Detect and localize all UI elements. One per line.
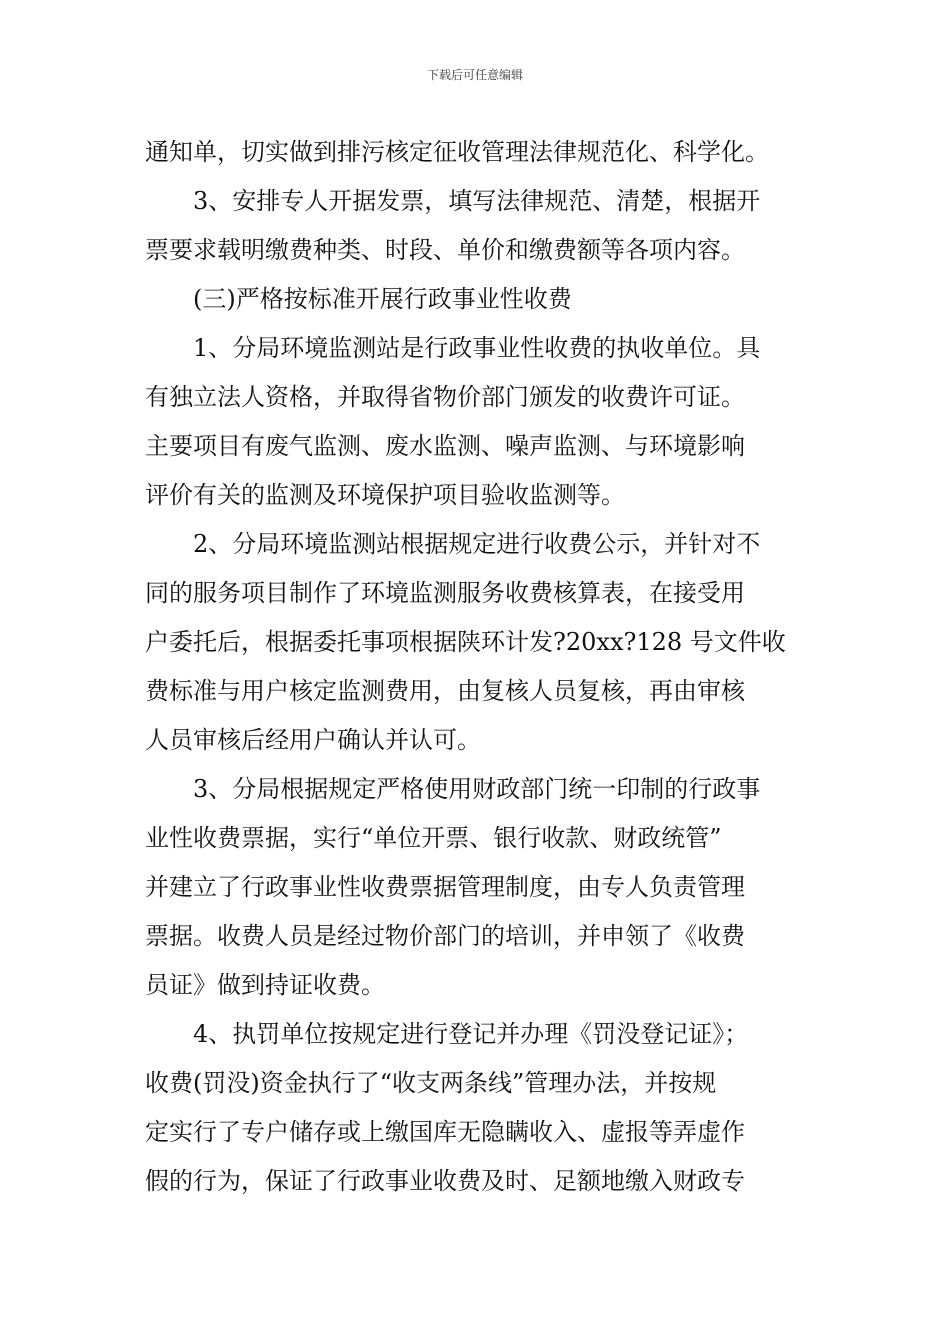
- text-line: 有独立法人资格，并取得省物价部门颁发的收费许可证。: [145, 383, 745, 411]
- text-line: 2、分局环境监测站根据规定进行收费公示，并针对不: [193, 530, 761, 558]
- text-line: 4、执罚单位按规定进行登记并办理《罚没登记证》；: [193, 1020, 749, 1048]
- page-header: 下载后可任意编辑: [426, 68, 523, 82]
- text-line: 收费(罚没)资金执行了“收支两条线”管理办法，并按规: [145, 1069, 717, 1097]
- text-line: 人员审核后经用户确认并认可。: [145, 726, 481, 754]
- text-line: 评价有关的监测及环境保护项目验收监测等。: [145, 481, 625, 509]
- text-line: 费标准与用户核定监测费用，由复核人员复核，再由审核: [145, 677, 745, 705]
- text-line: 3、分局根据规定严格使用财政部门统一印制的行政事: [193, 775, 761, 803]
- text-line: 并建立了行政事业性收费票据管理制度，由专人负责管理: [145, 873, 745, 901]
- text-line: 3、安排专人开据发票，填写法律规范、清楚，根据开: [193, 187, 761, 215]
- text-line: 票据。收费人员是经过物价部门的培训，并申领了《收费: [145, 922, 745, 950]
- text-line: 假的行为，保证了行政事业收费及时、足额地缴入财政专: [145, 1167, 745, 1195]
- text-line: 1、分局环境监测站是行政事业性收费的执收单位。具: [193, 334, 761, 362]
- text-line: 同的服务项目制作了环境监测服务收费核算表，在接受用: [145, 579, 745, 607]
- text-line: 户委托后，根据委托事项根据陕环计发?20xx?128 号文件收: [145, 628, 786, 656]
- text-line: 业性收费票据，实行“单位开票、银行收款、财政统管”: [145, 824, 722, 852]
- document-body: [145, 128, 807, 1206]
- text-line: (三)严格按标准开展行政事业性收费: [193, 285, 572, 313]
- text-line: 主要项目有废气监测、废水监测、噪声监测、与环境影响: [145, 432, 745, 460]
- text-line: 通知单，切实做到排污核定征收管理法律规范化、科学化。: [145, 138, 769, 166]
- text-line: 员证》做到持证收费。: [145, 971, 385, 999]
- text-line: 票要求载明缴费种类、时段、单价和缴费额等各项内容。: [145, 236, 745, 264]
- text-line: 定实行了专户储存或上缴国库无隐瞒收入、虚报等弄虚作: [145, 1118, 745, 1146]
